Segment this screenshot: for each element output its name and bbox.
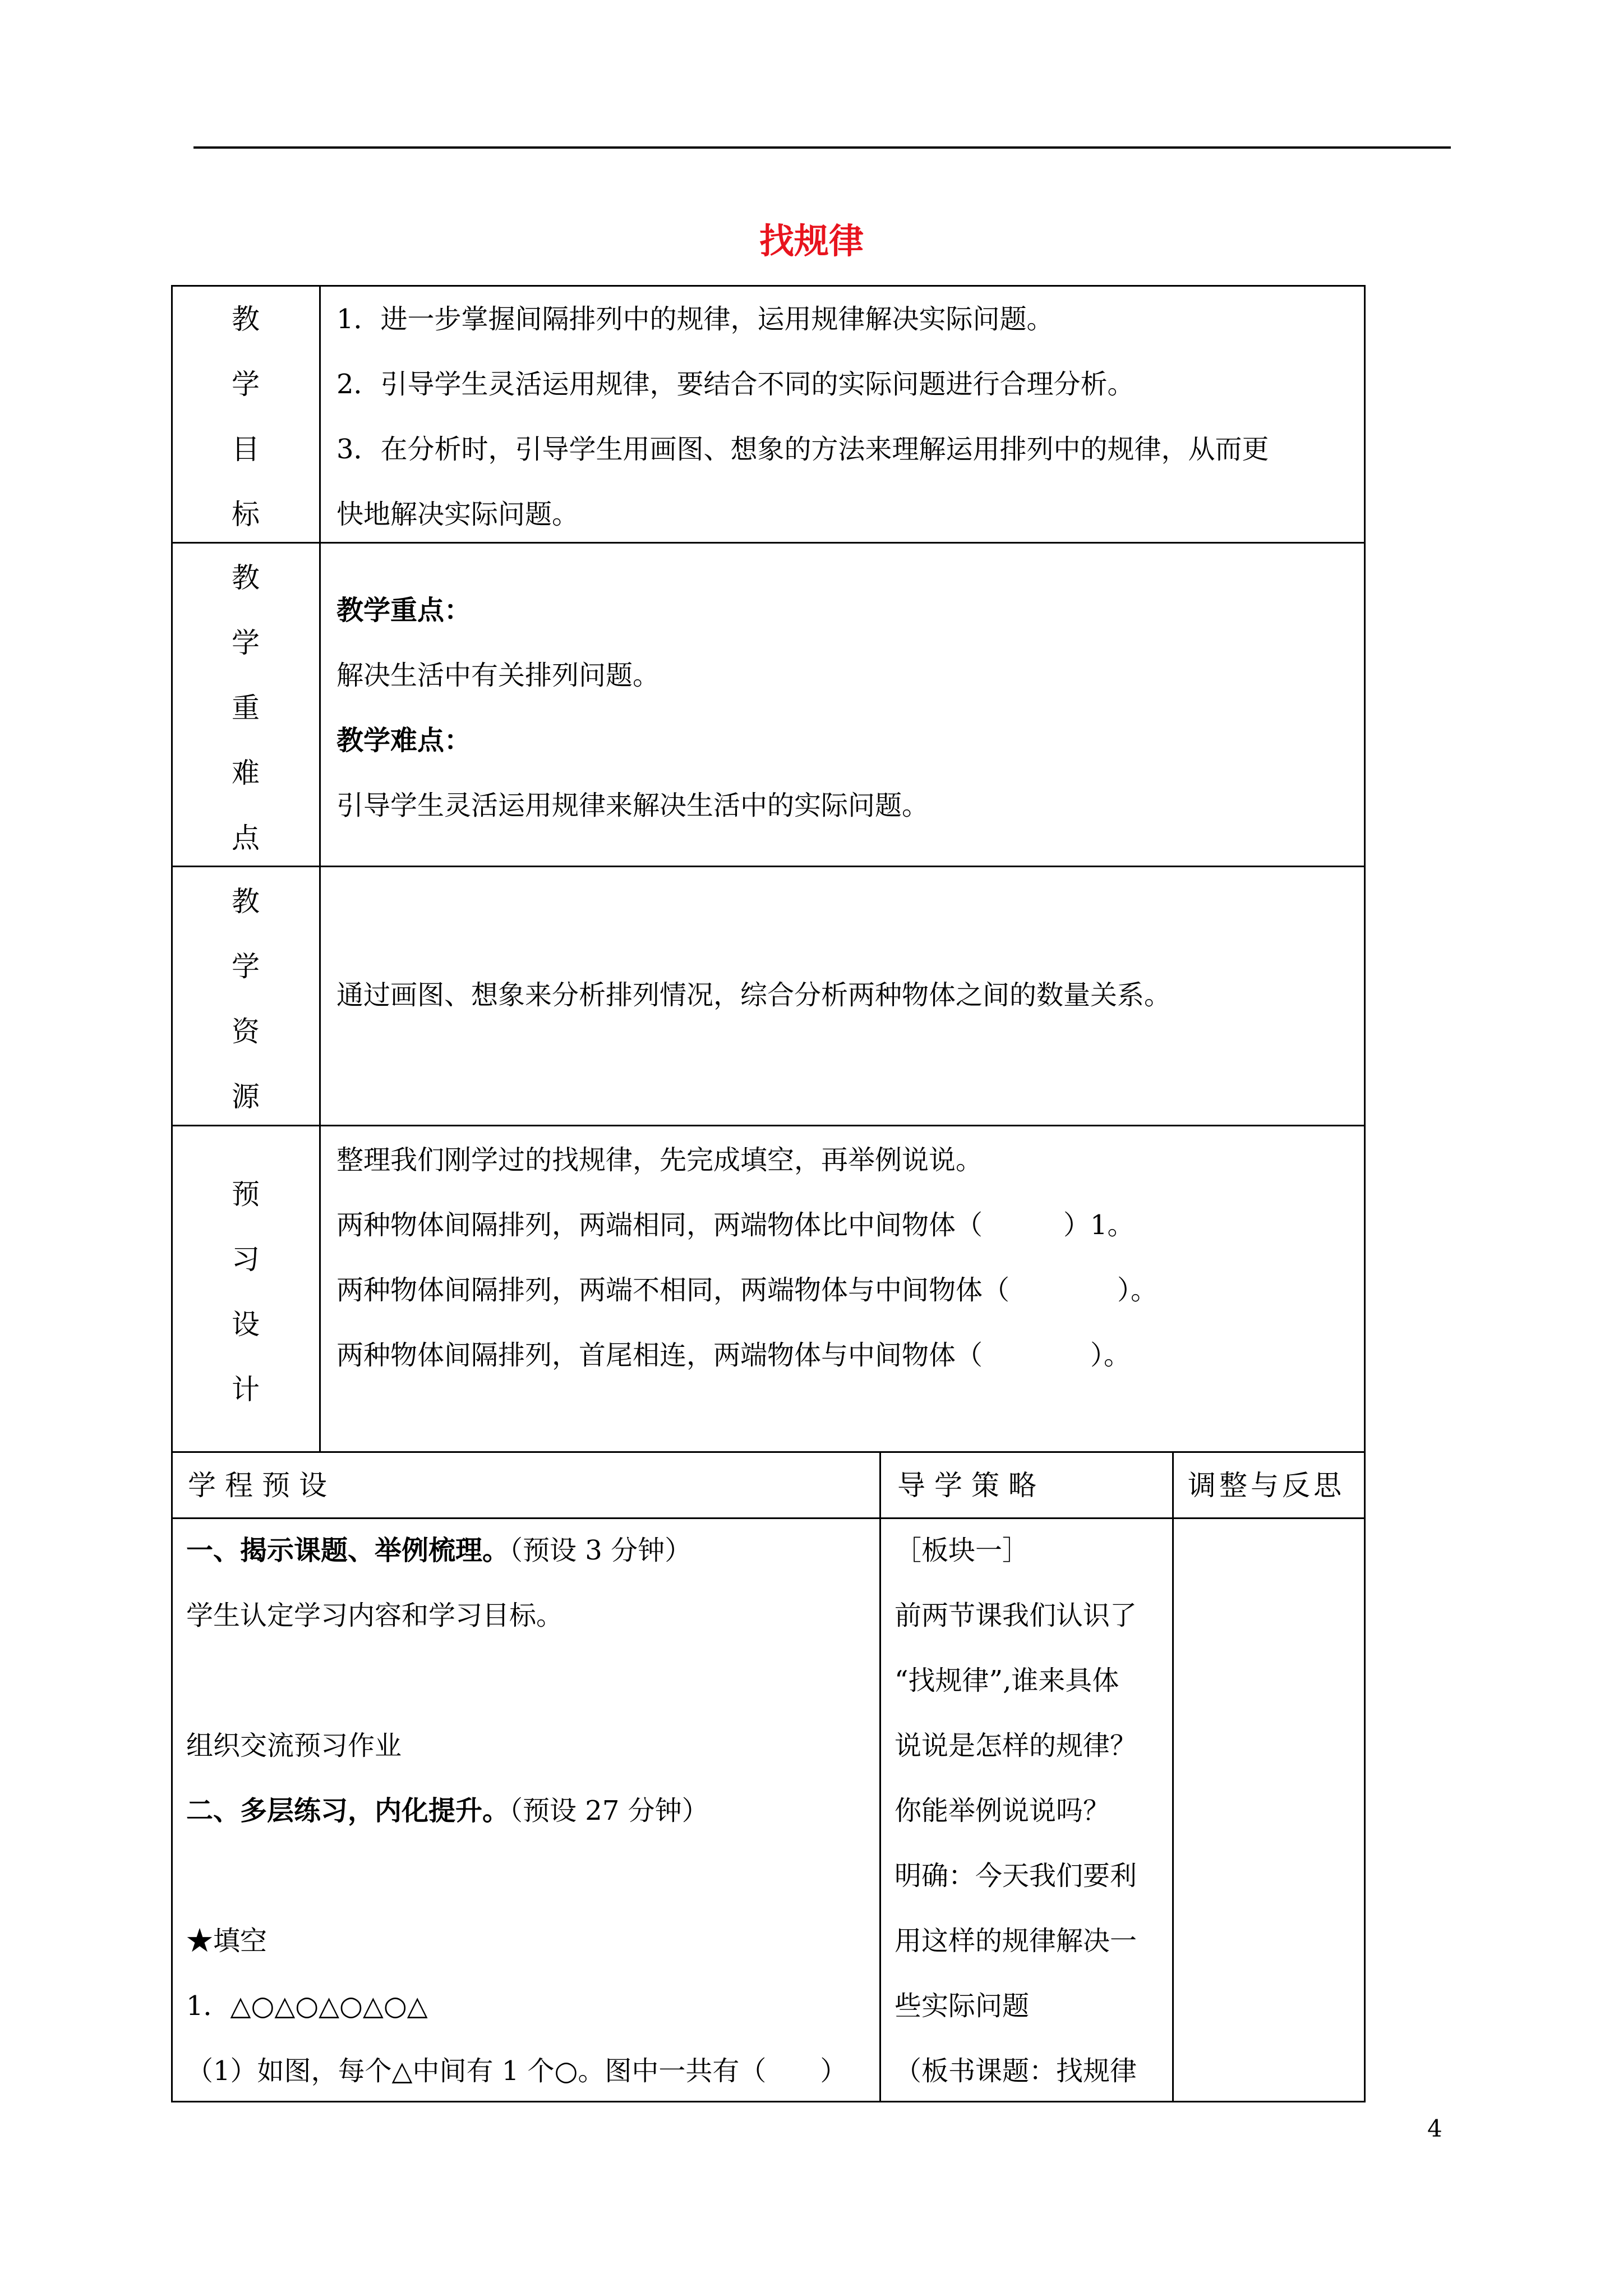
header-rule <box>193 146 1451 149</box>
resources-content: 通过画图、想象来分析排列情况，综合分析两种物体之间的数量关系。 <box>336 979 1172 1011</box>
row-divider <box>171 866 1366 867</box>
objectives-label: 教 学 目 标 <box>232 303 260 531</box>
key-points-label: 教 学 重 难 点 <box>232 562 260 854</box>
column-divider <box>879 1451 881 2102</box>
reflection-header: 调整与反思 <box>1188 1469 1345 1502</box>
plan-content: 一、揭示课题、举例梳理。（预设 3 分钟） 学生认定学习内容和学习目标。 组织交流预习作业 二、多层练习，内化提升。（预设 27 分钟） ★填空 1．△○△○△○△○△ （1）如图，每个△中间有 1 个○。图中一共有（ ） <box>186 1535 847 2087</box>
row-divider <box>171 1451 1366 1453</box>
column-divider <box>1172 1451 1174 2102</box>
strategy-content: ［板块一］ 前两节课我们认识了 “找规律”,谁来具体 说说是怎样的规律？ 你能举例说说吗？ 明确：今天我们要利 用这样的规律解决一 些实际问题 （板书课题：找规律 <box>895 1535 1137 2087</box>
preview-content: 整理我们刚学过的找规律，先完成填空，再举例说说。 两种物体间隔排列，两端相同，两端物体比中间物体（ ）1。 两种物体间隔排列，两端不相同，两端物体与中间物体（ ）。 两种物体间隔排列，首尾相连，两端物体与中间物体（ ）。 <box>336 1144 1158 1371</box>
row-divider <box>171 1125 1366 1126</box>
page-title: 找规律 <box>759 220 864 261</box>
plan-header: 学程预设 <box>188 1469 336 1502</box>
page-number: 4 <box>1427 2115 1442 2142</box>
key-points-content: 教学重点： 解决生活中有关排列问题。 教学难点： 引导学生灵活运用规律来解决生活中的实际问题。 <box>336 595 929 821</box>
objectives-content: 1．进一步掌握间隔排列中的规律，运用规律解决实际问题。 2．引导学生灵活运用规律，要结合不同的实际问题进行合理分析。 3．在分析时，引导学生用画图、想象的方法来理解运用排列中的规律，从而更 快地解决实际问题。 <box>336 303 1269 530</box>
preview-label: 预 习 设 计 <box>232 1178 260 1406</box>
strategy-header: 导学策略 <box>897 1469 1045 1502</box>
resources-label: 教 学 资 源 <box>232 885 260 1113</box>
